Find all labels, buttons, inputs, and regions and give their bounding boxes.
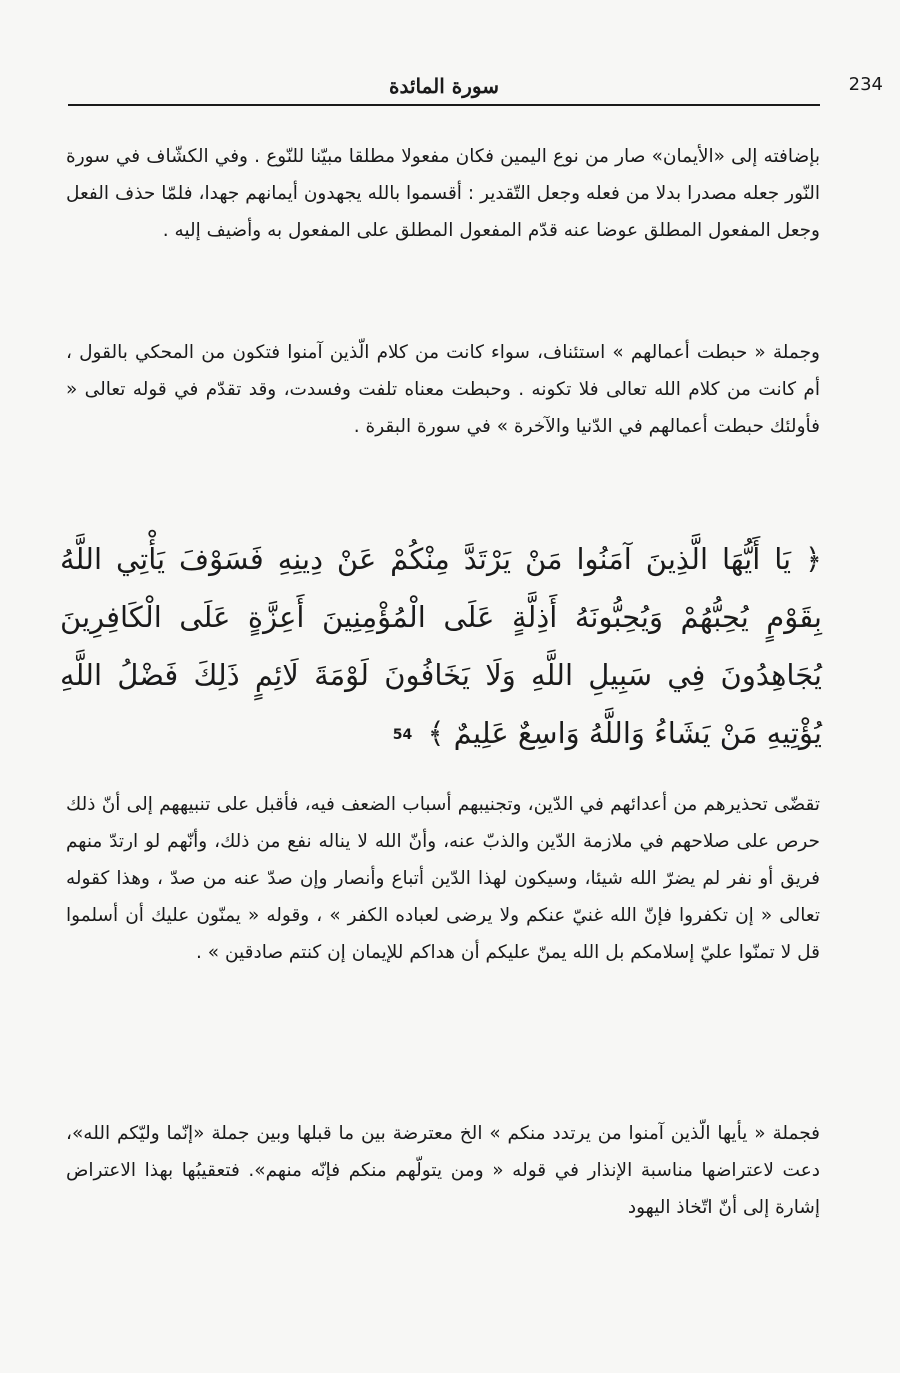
- page-number: 234: [848, 74, 883, 95]
- quran-verse: [60, 530, 822, 764]
- paragraph-2: وجملة « حبطت أعمالهم » استئناف، سواء كانت من كلام الّذين آمنوا فتكون من المحكي بالقول ، أم كانت من كلام الله تعالى فلا تكونه . وحبطت معناه تلفت وفسدت، وقد تقدّم في قوله تعالى « فأولئك حبطت أعمالهم في الدّنيا والآخرة » في سورة البقرة .: [66, 342, 820, 437]
- paragraph-1: بإضافته إلى «الأيمان» صار من نوع اليمين فكان مفعولا مطلقا مبيّنا للنّوع . وفي الكشّاف في سورة النّور جعله مصدرا بدلا من فعله وجعل التّقدير : أقسموا بالله يجهدون أيمانهم جهدا، فلمّا حذف الفعل وجعل المفعول المطلق عوضا عنه قدّم المفعول المطلق على المفعول به وأضيف إليه .: [66, 146, 820, 241]
- running-title: سورة المائدة: [388, 74, 500, 98]
- page-header: [68, 70, 883, 104]
- paragraph-3: تقضّى تحذيرهم من أعدائهم في الدّين، وتجنيبهم أسباب الضعف فيه، فأقبل على تنبيههم إلى أنّ ذلك حرص على صلاحهم في ملازمة الدّين والذبّ عنه، وأنّ الله لا يناله نفع من ذلك، وأنّهم لو ارتدّ منهم فريق أو نفر لم يضرّ الله شيئا، وسيكون لهذا الدّين أتباع وأنصار وإن صدّ عنه من صدّ ، وهذا كقوله تعالى « إن تكفروا فإنّ الله غنيّ عنكم ولا يرضى لعباده الكفر » ، وقوله « يمنّون عليك أن أسلموا قل لا تمنّوا عليّ إسلامكم بل الله يمنّ عليكم أن هداكم للإيمان إن كنتم صادقين » .: [66, 794, 820, 963]
- header-rule: [68, 104, 820, 106]
- verse-number: 54: [392, 727, 413, 743]
- verse-text: ﴿ يَا أَيُّهَا الَّذِينَ آمَنُوا مَنْ يَرْتَدَّ مِنْكُمْ عَنْ دِينِهِ فَسَوْفَ يَأْتِي اللَّهُ بِقَوْمٍ يُحِبُّهُمْ وَيُحِبُّونَهُ أَذِلَّةٍ عَلَى الْمُؤْمِنِينَ أَعِزَّةٍ عَلَى الْكَافِرِينَ يُجَاهِدُونَ فِي سَبِيلِ اللَّهِ وَلَا يَخَافُونَ لَوْمَةَ لَائِمٍ ذَلِكَ فَضْلُ اللَّهِ يُؤْتِيهِ مَنْ يَشَاءُ وَاللَّهُ وَاسِعٌ عَلِيمٌ ﴾: [60, 542, 822, 750]
- paragraph-4: فجملة « يأيها الّذين آمنوا من يرتدد منكم » الخ معترضة بين ما قبلها وبين جملة «إنّما وليّكم الله»، دعت لاعتراضها مناسبة الإنذار في قوله « ومن يتولّهم منكم فإنّه منهم». فتعقيبُها بهذا الاعتراض إشارة إلى أنّ اتّخاذ اليهود: [66, 1123, 820, 1218]
